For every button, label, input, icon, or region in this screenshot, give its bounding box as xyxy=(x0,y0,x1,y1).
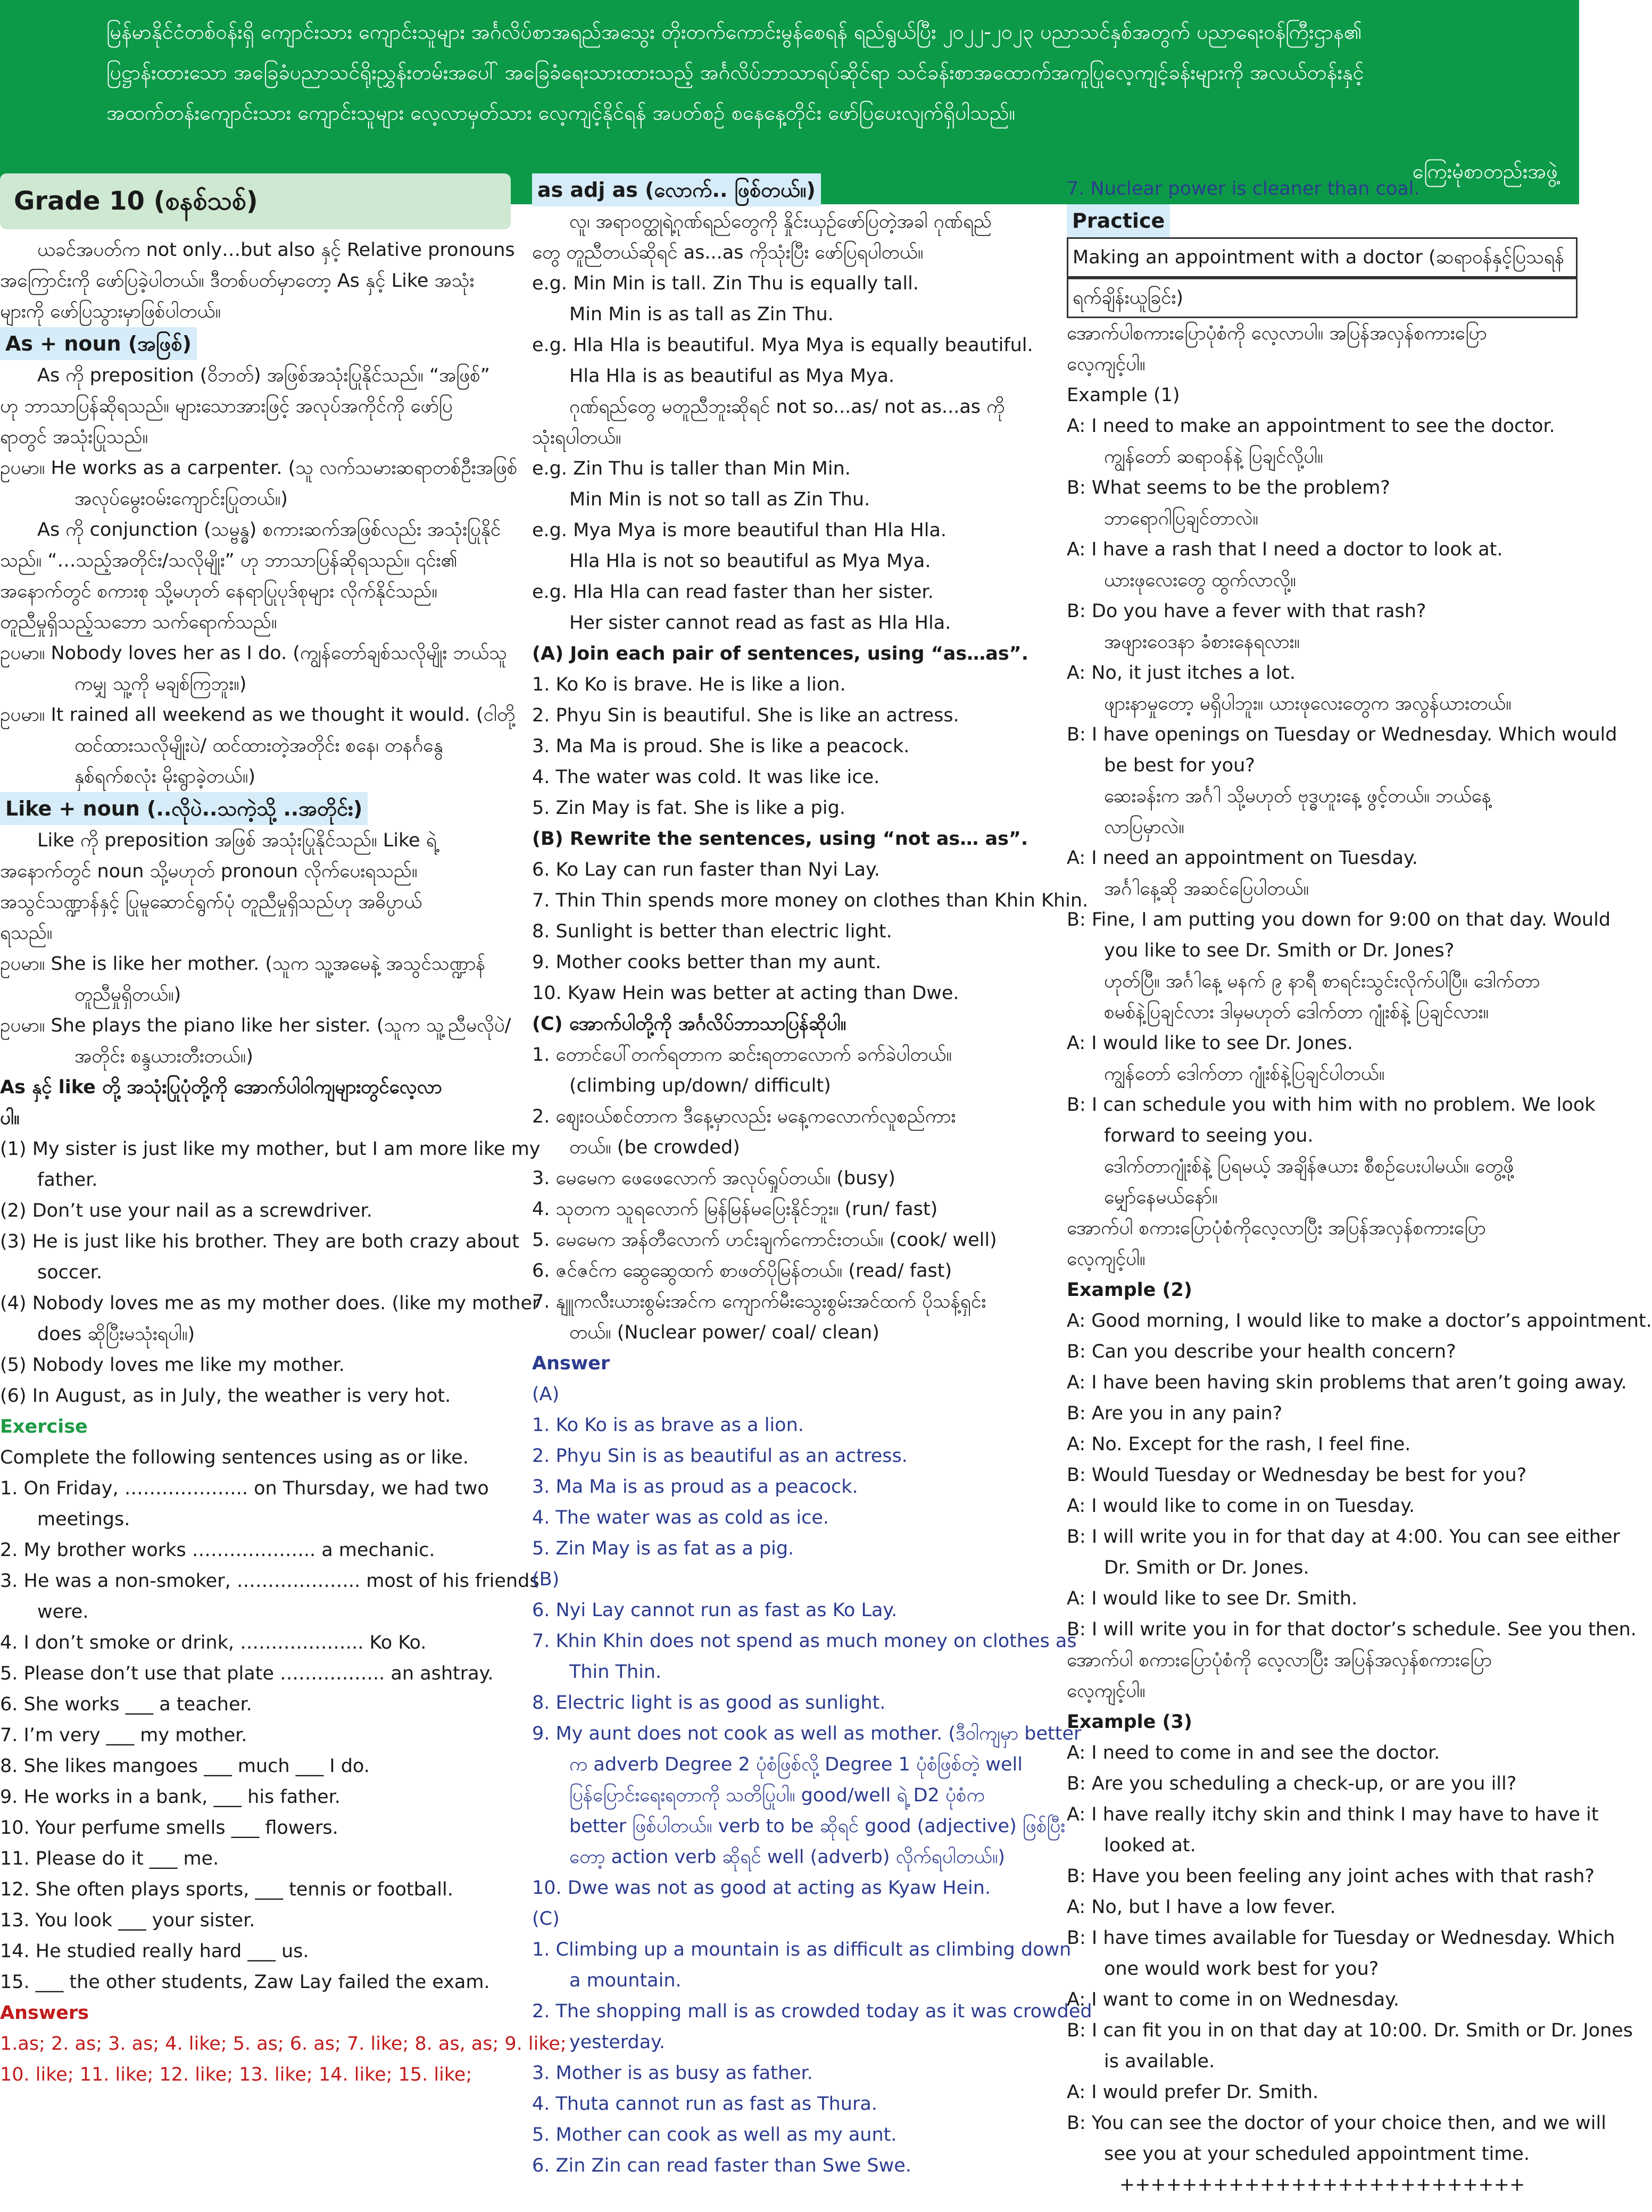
text-line: ယခင်အပတ်က not only…but also နှင့် Relative pronouns xyxy=(37,239,515,261)
text-line: Example (2) xyxy=(1067,1279,1192,1301)
text-line: ဟုတ်ပြီ။ အင်္ဂါနေ့ မနက် ၉ နာရီ စာရင်းသွင်းလိုက်ပါပြီ။ ဒေါက်တာ xyxy=(1104,971,1540,992)
text-line: ရာတွင် အသုံးပြုသည်။ xyxy=(0,427,148,448)
text-line: (4) Nobody loves me as my mother does. (like my mother xyxy=(0,1293,540,1314)
text-line: (2) Don’t use your nail as a screwdriver. xyxy=(0,1200,372,1221)
text-line: 3. Ma Ma is proud. She is like a peacock. xyxy=(532,736,910,757)
text-line: As ကို conjunction (သမ္ဗန္ဓ) စကားဆက်အဖြစ်လည်း အသုံးပြုနိုင် xyxy=(37,519,501,540)
text-line: Making an appointment with a doctor (ဆရာဝန်နှင့်ပြသရန် xyxy=(1067,237,1578,278)
text-line: 4. The water was as cold as ice. xyxy=(532,1507,829,1528)
text-line: အောက်ပါစကားပြောပုံစံကို လေ့လာပါ။ အပြန်အလှန်စကားပြော xyxy=(1067,323,1487,344)
text-line: B: I can schedule you with him with no problem. We look xyxy=(1067,1094,1596,1116)
text-line: looked at. xyxy=(1104,1835,1196,1856)
text-line: 3. Ma Ma is as proud as a peacock. xyxy=(532,1476,858,1498)
text-line: 8. Electric light is as good as sunlight. xyxy=(532,1692,886,1714)
text-line: B: I have openings on Tuesday or Wednesday. Which would xyxy=(1067,724,1617,745)
text-line: ဥပမာ။ She is like her mother. (သူက သူ့အမေနဲ့ အသွင်သဏ္ဍာန် xyxy=(0,953,486,975)
text-line: A: I need to make an appointment to see the doctor. xyxy=(1067,415,1555,437)
text-line: သည်။ “…သည့်အတိုင်း/သလိုမျိုး” ဟု ဘာသာပြန်ဆိုရသည်။ ၎င်း၏ xyxy=(0,550,458,571)
text-line: 11. Please do it ___ me. xyxy=(0,1848,219,1869)
text-line: better ဖြစ်ပါတယ်။ verb to be ဆိုရင် good (adjective) ဖြစ်ပြီး xyxy=(569,1816,1066,1837)
text-line: 2. The shopping mall is as crowded today as it was crowded xyxy=(532,2001,1092,2022)
text-line: 1. Ko Ko is brave. He is like a lion. xyxy=(532,674,846,695)
text-line: As နှင့် like တို့ အသုံးပြုပုံတို့ကို အောက်ပါဝါကျများတွင်လေ့လာ xyxy=(0,1077,442,1098)
text-line: a mountain. xyxy=(569,1970,682,1991)
section-heading: As + noun (အဖြစ်) xyxy=(0,327,197,360)
text-line: အနောက်တွင် စကားစု သို့မဟုတ် နေရာပြုပုဒ်စုများ လိုက်နိုင်သည်။ xyxy=(0,581,437,602)
text-line: one would work best for you? xyxy=(1104,1958,1379,1980)
text-line: 10. like; 11. like; 12. like; 13. like; 14. like; 15. like; xyxy=(0,2064,472,2085)
text-line: Min Min is as tall as Zin Thu. xyxy=(569,304,834,325)
text-line: အနောက်တွင် noun သို့မဟုတ် pronoun လိုက်ပေးရသည်။ xyxy=(0,861,418,882)
text-line: A: I want to come in on Wednesday. xyxy=(1067,1989,1399,2010)
text-line: က adverb Degree 2 ပုံစံဖြစ်လို့ Degree 1 ပုံစံဖြစ်တဲ့ well xyxy=(569,1754,1023,1775)
text-line: 9. He works in a bank, ___ his father. xyxy=(0,1786,341,1808)
text-line: B: Are you in any pain? xyxy=(1067,1403,1283,1424)
text-line: အတိုင်း စန္ဒယားတီးတယ်။) xyxy=(74,1046,253,1067)
text-line: 10. Your perfume smells ___ flowers. xyxy=(0,1817,338,1839)
section-heading: as adj as (လောက်.. ဖြစ်တယ်။) xyxy=(532,173,821,206)
text-line: 5. Mother can cook as well as my aunt. xyxy=(532,2124,897,2146)
text-line: B: Would Tuesday or Wednesday be best for you? xyxy=(1067,1465,1527,1486)
text-line: 5. Please don’t use that plate …………….. an ashtray. xyxy=(0,1663,494,1684)
text-line: တူညီမှုရှိတယ်။) xyxy=(74,984,181,1005)
text-line: တော့ action verb ဆိုရင် well (adverb) လိုက်ရပါတယ်။) xyxy=(569,1847,1006,1868)
text-line: (B) xyxy=(532,1569,560,1590)
text-line: Answers xyxy=(0,2002,89,2024)
column-right xyxy=(1067,173,1652,2200)
text-line: လေ့ကျင့်ပါ။ xyxy=(1067,1249,1145,1270)
banner-text xyxy=(21,12,1558,133)
text-line: 1. Ko Ko is as brave as a lion. xyxy=(532,1415,804,1436)
text-line: 6. ဇင်ဇင်က ဆွေဆွေထက် စာဖတ်ပိုမြန်တယ်။ (read/ fast) xyxy=(532,1260,952,1282)
text-line: အောက်ပါ စကားပြောပုံစံကို လေ့လာပြီး အပြန်အလှန်စကားပြော xyxy=(1067,1650,1492,1671)
text-line: Thin Thin. xyxy=(569,1661,662,1683)
text-line: B: Do you have a fever with that rash? xyxy=(1067,601,1426,622)
text-line: ကမျှ သူ့ကို မချစ်ကြဘူး။) xyxy=(74,673,247,695)
text-line: 6. Zin Zin can read faster than Swe Swe. xyxy=(532,2155,911,2176)
text-line: ဥပမာ။ Nobody loves her as I do. (ကျွန်တော်ချစ်သလိုမျိုး ဘယ်သူ xyxy=(0,643,507,664)
text-line: 15. ___ the other students, Zaw Lay failed the exam. xyxy=(0,1972,490,1993)
text-line: ဥပမာ။ It rained all weekend as we thought it would. (ငါတို့ xyxy=(0,704,516,726)
text-line: 12. She often plays sports, ___ tennis or football. xyxy=(0,1879,453,1900)
column-middle xyxy=(532,173,1092,2181)
text-line: B: I will write you in for that day at 4:00. You can see either xyxy=(1067,1526,1620,1548)
text-line: ယားဖုလေးတွေ ထွက်လာလို့။ xyxy=(1104,570,1296,591)
text-line: Her sister cannot read as fast as Hla Hla. xyxy=(569,612,951,634)
text-line: လေ့ကျင့်ပါ။ xyxy=(1067,1681,1145,1702)
text-line: 7. Thin Thin spends more money on clothes than Khin Khin. xyxy=(532,890,1089,911)
text-line: 1. Climbing up a mountain is as difficult as climbing down xyxy=(532,1939,1072,1960)
text-line: ရက်ချိန်းယူခြင်း) xyxy=(1067,278,1578,318)
text-line: Example (1) xyxy=(1067,385,1180,406)
text-line: does ဆိုပြီးမသုံးရပါ။) xyxy=(37,1324,195,1345)
text-line: B: Are you scheduling a check-up, or are you ill? xyxy=(1067,1773,1517,1794)
grade-title: Grade 10 (စနစ်သစ်) xyxy=(0,173,511,229)
text-line: Exercise xyxy=(0,1416,88,1437)
text-line: A: I would like to come in on Tuesday. xyxy=(1067,1495,1415,1517)
text-line: Hla Hla is as beautiful as Mya Mya. xyxy=(569,365,895,387)
text-line: e.g. Hla Hla can read faster than her sister. xyxy=(532,581,934,603)
text-line: e.g. Min Min is tall. Zin Thu is equally tall. xyxy=(532,273,919,294)
text-line: B: What seems to be the problem? xyxy=(1067,477,1390,498)
text-line: အောက်ပါ စကားပြောပုံစံကိုလေ့လာပြီး အပြန်အလှန်စကားပြော xyxy=(1067,1218,1486,1239)
text-line: B: Have you been feeling any joint aches with that rash? xyxy=(1067,1866,1595,1887)
text-line: 6. She works ___ a teacher. xyxy=(0,1694,252,1715)
text-line: လာပြမှာလဲ။ xyxy=(1104,817,1184,838)
text-line: were. xyxy=(37,1601,89,1623)
text-line: 9. My aunt does not cook as well as mother. (ဒီဝါကျမှာ better xyxy=(532,1723,1082,1744)
text-line: 14. He studied really hard ___ us. xyxy=(0,1941,309,1962)
text-line: Min Min is not so tall as Zin Thu. xyxy=(569,489,870,510)
text-line: (C) xyxy=(532,1908,560,1930)
text-line: (A) xyxy=(532,1384,560,1405)
text-line: (C) အောက်ပါတို့ကို အင်္ဂလိပ်ဘာသာပြန်ဆိုပါ။ xyxy=(532,1013,846,1035)
text-line: 10. Dwe was not as good at acting as Kyaw Hein. xyxy=(532,1877,991,1899)
banner-line: အထက်တန်းကျောင်းသား ကျောင်းသူများ လေ့လာမှတ်သား လေ့ကျင့်နိုင်ရန် အပတ်စဉ် စနေနေ့တိုင်း ဖော်ပြပေးလျက်ရှိပါသည်။ xyxy=(106,101,1016,124)
text-line: ကျွန်တော် ဒေါက်တာ ဂျုံးစ်နဲ့ပြချင်ပါတယ်။ xyxy=(1104,1063,1385,1085)
text-line: Hla Hla is not so beautiful as Mya Mya. xyxy=(569,551,931,572)
column-left xyxy=(0,173,567,2090)
text-line: သုံးရပါတယ်။ xyxy=(532,427,621,448)
text-line: 8. She likes mangoes ___ much ___ I do. xyxy=(0,1756,370,1777)
text-line: e.g. Zin Thu is taller than Min Min. xyxy=(532,458,851,479)
text-line: (5) Nobody loves me like my mother. xyxy=(0,1354,345,1376)
text-line: 2. Phyu Sin is beautiful. She is like an actress. xyxy=(532,705,959,726)
text-line: ဆေးခန်းက အင်္ဂါ သို့မဟုတ် ဗုဒ္ဓဟူးနေ့ ဖွင့်တယ်။ ဘယ်နေ့ xyxy=(1104,786,1491,807)
text-line: A: I would prefer Dr. Smith. xyxy=(1067,2082,1319,2103)
text-line: ဥပမာ။ She plays the piano like her sister. (သူက သူ့ညီမလိုပဲ/ xyxy=(0,1015,511,1036)
text-line: (B) Rewrite the sentences, using “not as… as”. xyxy=(532,828,1028,850)
text-line: A: I have been having skin problems that aren’t going away. xyxy=(1067,1372,1627,1393)
section-heading: Practice xyxy=(1067,204,1170,237)
section-heading: Like + noun (..လိုပဲ..သကဲ့သို့ ..အတိုင်း) xyxy=(0,792,368,825)
text-line: အသွင်သဏ္ဍာန်နှင့် ပြုမူဆောင်ရွက်ပုံ တူညီမှုရှိသည်ဟု အဓိပ္ပာယ် xyxy=(0,892,422,913)
text-line: A: I have a rash that I need a doctor to look at. xyxy=(1067,539,1503,560)
text-line: 13. You look ___ your sister. xyxy=(0,1910,255,1931)
text-line: forward to seeing you. xyxy=(1104,1125,1314,1146)
text-line: A: I would like to see Dr. Jones. xyxy=(1067,1033,1353,1054)
text-line: မျှော်နေမယ်နော်။ xyxy=(1104,1187,1218,1208)
text-line: 5. Zin May is fat. She is like a pig. xyxy=(532,797,845,819)
text-line: 4. I don’t smoke or drink, ……………….. Ko Ko. xyxy=(0,1632,427,1653)
text-line: လူ၊ အရာဝတ္ထုရဲ့ဂုဏ်ရည်တွေကို နှိုင်းယှဉ်ဖော်ပြတဲ့အခါ ဂုဏ်ရည် xyxy=(569,211,992,232)
text-line: ဂုဏ်ရည်တွေ မတူညီဘူးဆိုရင် not so...as/ not as...as ကို xyxy=(569,396,1005,418)
text-line: ပါ။ xyxy=(0,1108,20,1129)
text-line: 4. Thuta cannot run as fast as Thura. xyxy=(532,2093,877,2115)
text-line: A: I have really itchy skin and think I may have to have it xyxy=(1067,1804,1599,1825)
text-line: 6. Ko Lay can run faster than Nyi Lay. xyxy=(532,859,880,880)
text-line: ရသည်။ xyxy=(0,922,53,944)
text-line: Like ကို preposition အဖြစ် အသုံးပြုနိုင်သည်။ Like ရဲ့ xyxy=(37,830,437,851)
text-line: ဘာရောဂါပြချင်တာလဲ။ xyxy=(1104,508,1258,529)
text-line: အဖျားဝေဒနာ ခံစားနေရလား။ xyxy=(1104,631,1300,653)
banner-signature: ကြေးမုံစာတည်းအဖွဲ့ xyxy=(1412,160,1558,183)
text-line: 7. နျူကလီးယားစွမ်းအင်က ကျောက်မီးသွေးစွမ်းအင်ထက် ပိုသန့်ရှင်း xyxy=(532,1291,986,1312)
text-line: ဖျားနာမှုတော့ မရှိပါဘူး။ ယားဖုလေးတွေက အလွန်ယားတယ်။ xyxy=(1104,693,1512,714)
text-line: B: I can fit you in on that day at 10:00. Dr. Smith or Dr. Jones xyxy=(1067,2020,1633,2041)
text-line: 1. On Friday, ……………….. on Thursday, we had two xyxy=(0,1478,489,1499)
text-line: ကျွန်တော် ဆရာဝန်နဲ့ ပြချင်လို့ပါ။ xyxy=(1104,446,1323,468)
text-line: (climbing up/down/ difficult) xyxy=(569,1075,831,1096)
text-line: B: I will write you in for that doctor’s schedule. See you then. xyxy=(1067,1619,1637,1640)
text-line: 7. I’m very ___ my mother. xyxy=(0,1725,247,1746)
text-line: you like to see Dr. Smith or Dr. Jones? xyxy=(1104,940,1455,961)
text-line: 9. Mother cooks better than my aunt. xyxy=(532,952,882,973)
text-line: ဒေါက်တာဂျုံးစ်နဲ့ ပြရမယ့် အချိန်ဇယား စီစဉ်ပေးပါမယ်။ တွေ့ဖို့ xyxy=(1104,1156,1514,1177)
text-line: အကြောင်းကို ဖော်ပြခဲ့ပါတယ်။ ဒီတစ်ပတ်မှာတော့ As နှင့် Like အသုံး xyxy=(0,270,475,292)
text-line: တယ်။ (Nuclear power/ coal/ clean) xyxy=(569,1322,879,1343)
text-line: ထင်ထားသလိုမျိုးပဲ/ ထင်ထားတဲ့အတိုင်း စနေ၊ တနင်္ဂနွေ xyxy=(74,735,443,756)
text-line: A: No, it just itches a lot. xyxy=(1067,662,1296,684)
text-line: father. xyxy=(37,1169,98,1191)
text-line: လေ့ကျင့်ပါ။ xyxy=(1067,354,1145,375)
text-line: Dr. Smith or Dr. Jones. xyxy=(1104,1557,1309,1578)
text-line: နှစ်ရက်စလုံး မိုးရွာခဲ့တယ်။) xyxy=(74,766,255,787)
text-line: 1. တောင်ပေါ်တက်ရတာက ဆင်းရတာလောက် ခက်ခဲပါတယ်။ xyxy=(532,1044,952,1066)
text-line: A: I need to come in and see the doctor. xyxy=(1067,1742,1440,1764)
text-line: 2. My brother works ……………….. a mechanic. xyxy=(0,1540,435,1561)
text-line: meetings. xyxy=(37,1509,130,1530)
text-line: စမစ်နဲ့ပြချင်လား ဒါမှမဟုတ် ဒေါက်တာ ဂျုံးစ်နဲ့ ပြချင်လား။ xyxy=(1104,1002,1489,1023)
text-line: e.g. Hla Hla is beautiful. Mya Mya is equally beautiful. xyxy=(532,335,1033,356)
text-line: တွေ တူညီတယ်ဆိုရင် as...as ကိုသုံးပြီး ဖော်ပြရပါတယ်။ xyxy=(532,242,924,263)
text-line: see you at your scheduled appointment time. xyxy=(1104,2143,1530,2165)
text-line: တူညီမှုရှိသည့်သဘော သက်ရောက်သည်။ xyxy=(0,612,277,633)
text-line: 4. The water was cold. It was like ice. xyxy=(532,767,880,788)
text-line: B: Can you describe your health concern? xyxy=(1067,1341,1456,1362)
text-line: ပြန်ပြောင်းရေးရတာကို သတိပြုပါ။ good/well ရဲ့ D2 ပုံစံက xyxy=(569,1785,985,1806)
text-line: 6. Nyi Lay cannot run as fast as Ko Lay. xyxy=(532,1600,898,1621)
text-line: (A) Join each pair of sentences, using “as…as”. xyxy=(532,643,1028,664)
text-line: 5. မေမေက အန်တီလောက် ဟင်းချက်ကောင်းတယ်။ (cook/ well) xyxy=(532,1229,997,1251)
text-line: များကို ဖော်ပြသွားမှာဖြစ်ပါတယ်။ xyxy=(0,301,221,322)
text-line: be best for you? xyxy=(1104,755,1255,776)
text-line: 2. Phyu Sin is as beautiful as an actress. xyxy=(532,1445,908,1467)
text-line: e.g. Mya Mya is more beautiful than Hla Hla. xyxy=(532,520,947,541)
text-line: 4. သုတက သူရလောက် မြန်မြန်မပြေးနိုင်ဘူး။ (run/ fast) xyxy=(532,1199,938,1220)
text-line: တယ်။ (be crowded) xyxy=(569,1137,740,1158)
text-line: 2. စျေးဝယ်စင်တာက ဒီနေ့မှာလည်း မနေ့ကလောက်လူစည်ကား xyxy=(532,1106,956,1127)
text-line: is available. xyxy=(1104,2051,1215,2072)
text-line: 3. မေမေက ဖေဖေလောက် အလုပ်ရှုပ်တယ်။ (busy) xyxy=(532,1168,895,1189)
banner-line: မြန်မာနိုင်ငံတစ်ဝန်းရှိ ကျောင်းသား ကျောင်းသူများ အင်္ဂလိပ်စာအရည်အသွေး တိုးတက်ကောင်းမွန်စေရန် ရည်ရွယ်ပြီး ၂၀၂၂-၂၀၂၃ ပညာသင်နှစ်အတွက် ပညာရေးဝန်ကြီးဌာန၏ xyxy=(106,20,1362,44)
text-line: အလုပ်မွေးဝမ်းကျောင်းပြုတယ်။) xyxy=(74,488,288,510)
text-line: Example (3) xyxy=(1067,1711,1192,1733)
banner-line: ပြဋ္ဌာန်းထားသော အခြေခံပညာသင်ရိုးညွှန်းတမ်းအပေါ် အခြေခံရေးသားထားသည့် အင်္ဂလိပ်ဘာသာရပ်ဆိုင်ရာ သင်ခန်းစာအထောက်အကူပြုလေ့ကျင့်ခန်းများကို အလယ်တန်းနှင့် xyxy=(106,61,1364,84)
text-line: 5. Zin May is as fat as a pig. xyxy=(532,1538,794,1559)
text-line: Answer xyxy=(532,1353,610,1374)
text-line: As ကို preposition (ဝိဘတ်) အဖြစ်အသုံးပြုနိုင်သည်။ “အဖြစ်” xyxy=(37,365,490,386)
text-line: ဥပမာ။ He works as a carpenter. (သူ လက်သမားဆရာတစ်ဦးအဖြစ် xyxy=(0,458,518,479)
text-line: 7. Khin Khin does not spend as much money on clothes as xyxy=(532,1631,1077,1652)
text-line: A: No, but I have a low fever. xyxy=(1067,1897,1336,1918)
text-line: (6) In August, as in July, the weather is very hot. xyxy=(0,1385,451,1407)
text-line: B: I have times available for Tuesday or Wednesday. Which xyxy=(1067,1927,1615,1949)
text-line: (1) My sister is just like my mother, but I am more like my xyxy=(0,1138,541,1160)
text-line: B: Fine, I am putting you down for 9:00 on that day. Would xyxy=(1067,909,1611,930)
text-line: Complete the following sentences using as or like. xyxy=(0,1447,469,1468)
text-line: 10. Kyaw Hein was better at acting than Dwe. xyxy=(532,983,959,1004)
text-line: 8. Sunlight is better than electric light. xyxy=(532,921,892,942)
text-line: B: You can see the doctor of your choice then, and we will xyxy=(1067,2113,1606,2134)
text-line: အင်္ဂါနေ့ဆို အဆင်ပြေပါတယ်။ xyxy=(1104,878,1309,900)
text-line: A: I would like to see Dr. Smith. xyxy=(1067,1588,1358,1609)
text-line: ++++++++++++++++++++++++++ xyxy=(1119,2174,1525,2196)
text-line: 3. Mother is as busy as father. xyxy=(532,2063,813,2084)
text-line: A: No. Except for the rash, I feel fine. xyxy=(1067,1434,1411,1455)
text-line: 3. He was a non-smoker, ……………….. most of his friends xyxy=(0,1570,539,1592)
text-line: A: I need an appointment on Tuesday. xyxy=(1067,847,1418,869)
text-line: A: Good morning, I would like to make a doctor’s appointment. xyxy=(1067,1310,1652,1332)
text-line: yesterday. xyxy=(569,2032,666,2053)
text-line: (3) He is just like his brother. They are both crazy about xyxy=(0,1231,519,1252)
text-line: 1.as; 2. as; 3. as; 4. like; 5. as; 6. as; 7. like; 8. as, as; 9. like; xyxy=(0,2033,567,2055)
text-line: soccer. xyxy=(37,1262,102,1283)
text-line: 7. Nuclear power is cleaner than coal. xyxy=(1067,178,1420,199)
text-line: ဟု ဘာသာပြန်ဆိုရသည်။ များသောအားဖြင့် အလုပ်အကိုင်ကို ဖော်ပြ xyxy=(0,396,453,417)
